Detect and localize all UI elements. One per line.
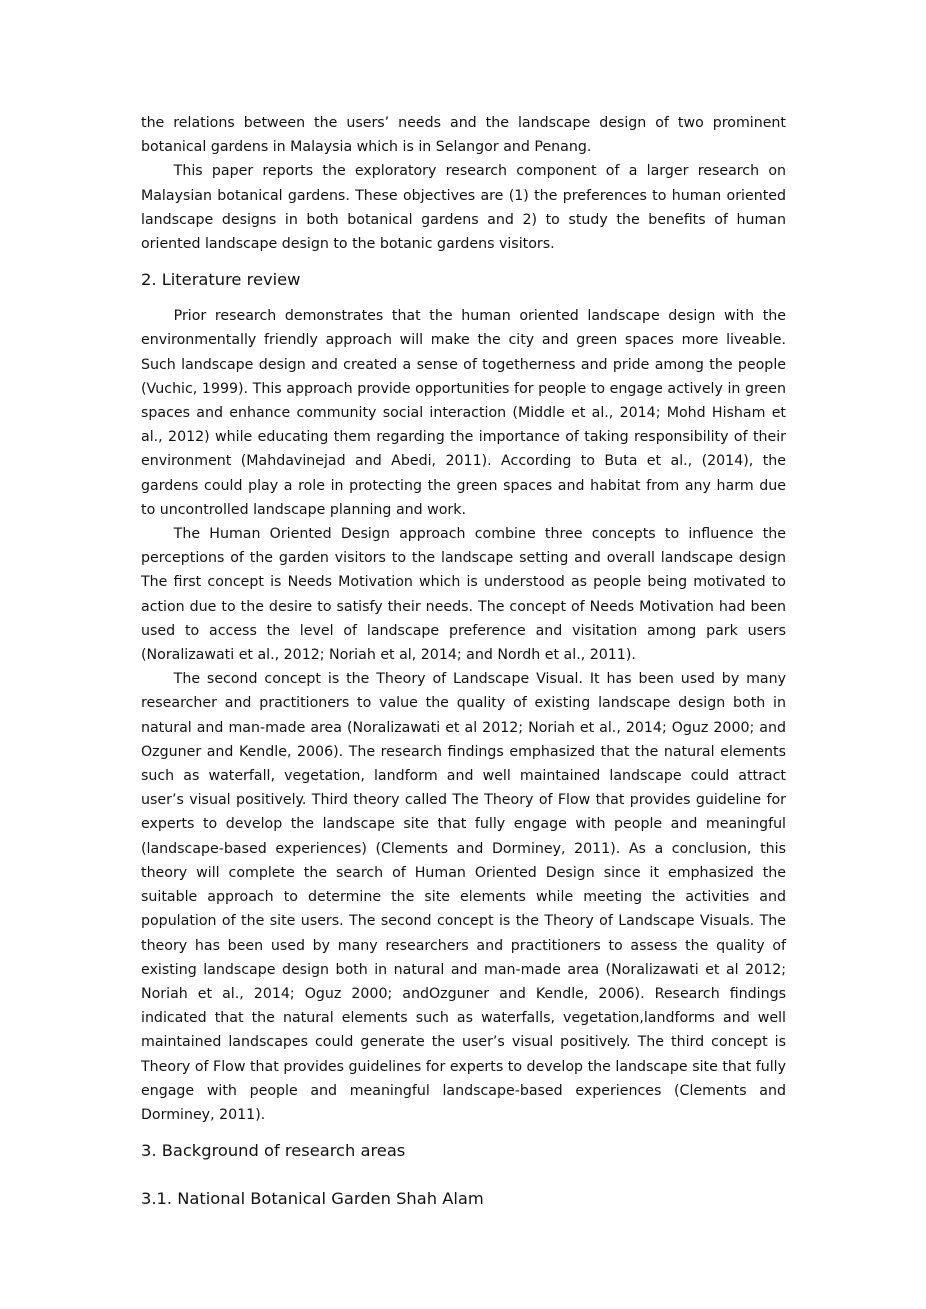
literature-paragraph-2: The Human Oriented Design approach combine three concepts to influence the perceptions of the garden visitors to the landscape setting and overall landscape design The first concept is Needs Motivation which is understood as people being motivated to action due to the desire to satisfy their needs. The concept of Needs Motivation had been used to access the level of landscape preference and visitation among park users (Noralizawati et al., 2012; Noriah et al, 2014; and Nordh et al., 2011). xyxy=(141,526,786,664)
paper-page xyxy=(141,111,786,1211)
intro-continuation-paragraph: the relations between the users’ needs and the landscape design of two prominent botanical gardens in Malaysia which is in Selangor and Penang. xyxy=(141,115,786,156)
subsection-heading-shah-alam: 3.1. National Botanical Garden Shah Alam xyxy=(141,1189,484,1209)
section-heading-literature-review: 2. Literature review xyxy=(141,270,301,290)
section-heading-background: 3. Background of research areas xyxy=(141,1141,406,1161)
literature-paragraph-1: Prior research demonstrates that the human oriented landscape design with the environmentally friendly approach will make the city and green spaces more liveable. Such landscape design and created a sense of togetherness and pride among the people (Vuchic, 1999). This approach provide opportunities for people to engage actively in green spaces and enhance community social interaction (Middle et al., 2014; Mohd Hisham et al., 2012) while educating them regarding the importance of taking responsibility of their environment (Mahdavinejad and Abedi, 2011). According to Buta et al., (2014), the gardens could play a role in protecting the green spaces and habitat from any harm due to uncontrolled landscape planning and work. xyxy=(141,308,786,518)
intro-objectives-paragraph: This paper reports the exploratory research component of a larger research on Malaysian botanical gardens. These objectives are (1) the preferences to human oriented landscape designs in both botanical gardens and 2) to study the benefits of human oriented landscape design to the botanic gardens visitors. xyxy=(141,163,786,253)
literature-paragraph-3: The second concept is the Theory of Landscape Visual. It has been used by many researcher and practitioners to value the quality of existing landscape design both in natural and man-made area (Noralizawati et al 2012; Noriah et al., 2014; Oguz 2000; and Ozguner and Kendle, 2006). The research findings emphasized that the natural elements such as waterfall, vegetation, landform and well maintained landscape could attract user’s visual positively. Third theory called The Theory of Flow that provides guideline for experts to develop the landscape site that fully engage with people and meaningful (landscape-based experiences) (Clements and Dorminey, 2011). As a conclusion, this theory will complete the search of Human Oriented Design since it emphasized the suitable approach to determine the site elements while meeting the activities and population of the site users. The second concept is the Theory of Landscape Visuals. The theory has been used by many researchers and practitioners to assess the quality of existing landscape design both in natural and man-made area (Noralizawati et al 2012; Noriah et al., 2014; Oguz 2000; andOzguner and Kendle, 2006). Research findings indicated that the natural elements such as waterfalls, vegetation,landforms and well maintained landscapes could generate the user’s visual positively. The third concept is Theory of Flow that provides guidelines for experts to develop the landscape site that fully engage with people and meaningful landscape-based experiences (Clements and Dorminey, 2011). xyxy=(141,671,786,1123)
